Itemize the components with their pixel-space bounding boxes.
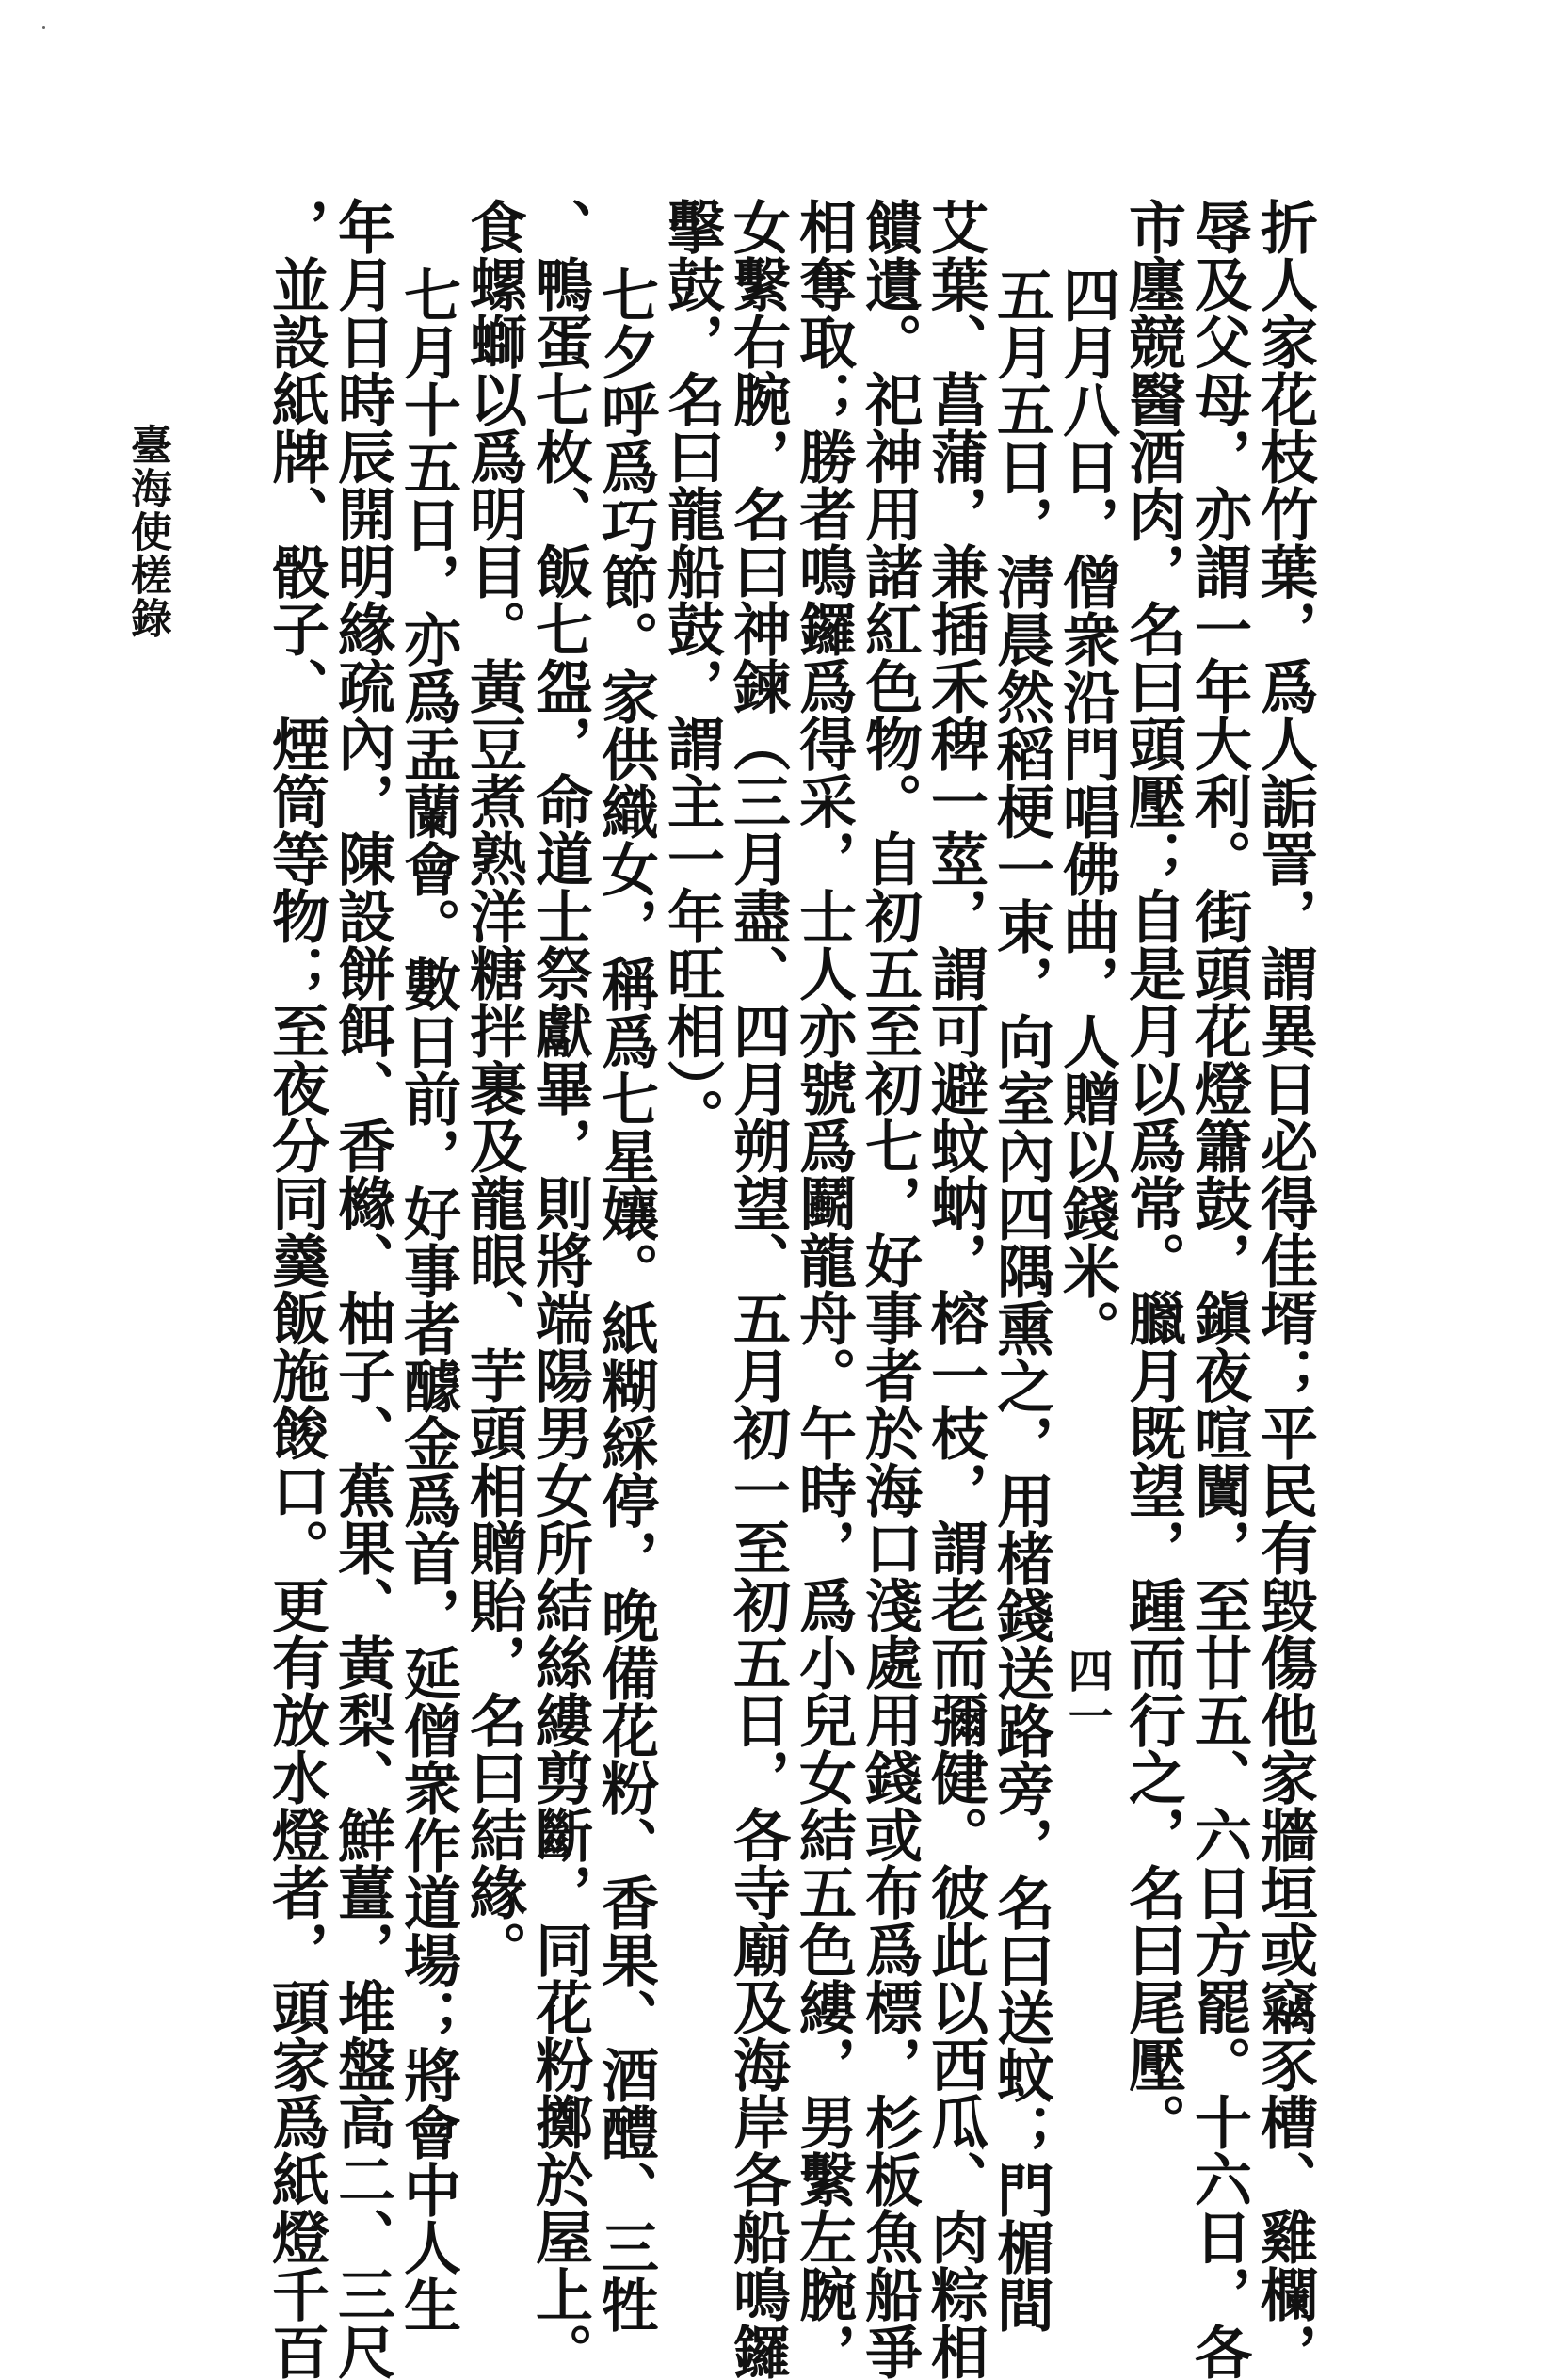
page-number: 四一 — [1060, 1648, 1113, 1738]
text-column-2: 辱及父母，亦謂一年大利。街頭花燈簫鼓，鎭夜喧闐，至廿五、六日方罷。十六日，各 — [1185, 198, 1252, 2380]
running-head: 臺海使槎錄 — [123, 424, 171, 640]
text-column-6: 艾葉、菖蒲，兼插禾稗一莖，謂可避蚊蚋，榕一枝，謂老而彌健。彼此以西瓜、肉粽相 — [922, 198, 988, 2380]
text-column-9: 女繫右腕，名曰神鍊（三月盡、四月朔望、五月初一至初五日，各寺廟及海岸各船鳴鑼 — [724, 198, 791, 2380]
text-column-7: 饋遺。祀神用諸紅色物。自初五至初七，好事者於海口淺處用錢或布爲標，杉板魚船爭 — [856, 198, 923, 2380]
paper-speck — [42, 26, 45, 29]
text-column-12: 、鴨蛋七枚、飯七盌，命道士祭獻畢，則將端陽男女所結絲縷剪斷，同花粉擲於屋上。 — [526, 198, 593, 2380]
text-column-10: 擊鼓，名曰龍船鼓，謂主一年旺相）。 — [658, 198, 725, 1146]
text-column-8: 相奪取；勝者鳴鑼爲得采，士人亦號爲鬬龍舟。午時，爲小兒女結五色縷，男繫左腕， — [790, 198, 857, 2380]
text-column-4: 四月八日，僧衆沿門唱佛曲，人贈以錢米。 — [1053, 265, 1120, 1357]
text-column-1: 折人家花枝竹葉，爲人詬詈，謂異日必得佳壻；平民有毀傷他家牆垣或竊豕槽、雞欄， — [1251, 198, 1318, 2380]
text-column-15: 年月日時辰開明緣疏內，陳設餅餌、香櫞、柚子、蕉果、黃梨、鮮薑，堆盤高二、三尺 — [329, 198, 395, 2380]
text-column-13: 食螺螄以爲明目。黃豆煮熟洋糖拌裹及龍眼、芋頭相贈貽，名曰結緣。 — [460, 198, 527, 1978]
text-column-16: ，並設紙牌、骰子、煙筒等物；至夜分同羹飯施餕口。更有放水燈者，頭家爲紙燈千百 — [263, 198, 329, 2380]
text-column-11: 七夕呼爲巧節。家供織女，稱爲七星孃。紙糊綵停，晚備花粉、香果、酒醴、三牲 — [592, 265, 659, 2333]
text-column-5: 五月五日，淸晨然稻梗一束，向室內四隅熏之，用楮錢送路旁，名曰送蚊；門楣間 — [988, 265, 1054, 2333]
text-column-14: 七月十五日，亦爲盂蘭會。數日前，好事者醵金爲首，延僧衆作道場；將會中人生 — [394, 265, 461, 2333]
text-column-3: 市廛競醫酒肉，名曰頭壓；自是月以爲常。臘月既望，踵而行之，名曰尾壓。 — [1119, 198, 1186, 2150]
